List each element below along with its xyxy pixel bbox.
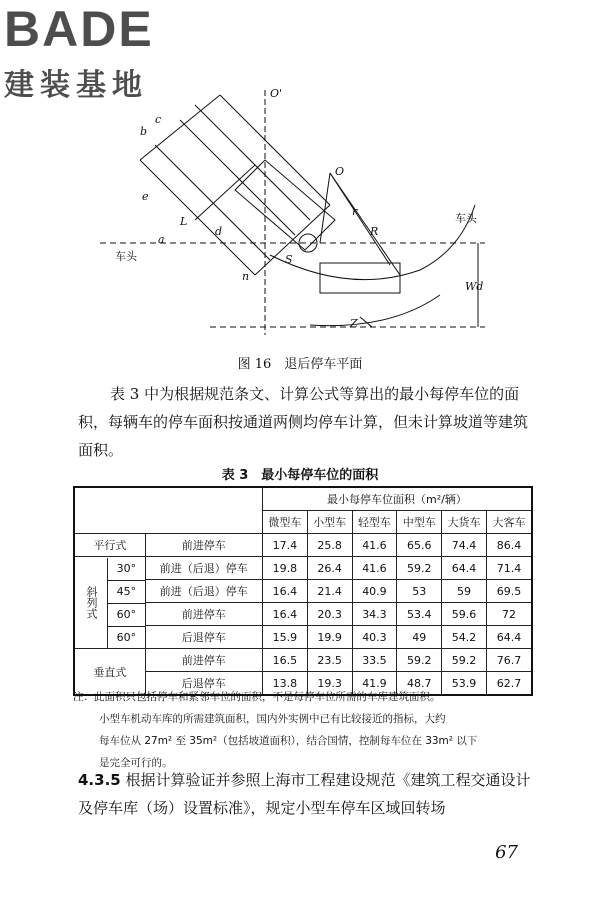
car-outline <box>235 160 335 250</box>
label-a: a <box>158 233 165 246</box>
column-header: 轻型车 <box>352 511 397 534</box>
row-sub: 60° <box>108 604 145 627</box>
row-method: 前进停车 <box>145 603 262 626</box>
table-row <box>74 557 532 580</box>
cell: 16.5 <box>262 649 307 672</box>
cell: 20.3 <box>307 603 352 626</box>
parking-diagram <box>80 85 500 345</box>
cell: 69.5 <box>486 580 532 603</box>
parking-area-table <box>73 486 533 696</box>
label-l: L <box>180 215 188 228</box>
cell: 53.9 <box>442 672 487 696</box>
cell: 59.2 <box>397 557 442 580</box>
cell: 76.7 <box>486 649 532 672</box>
table-note <box>73 686 538 774</box>
column-header: 大客车 <box>486 511 532 534</box>
figure-caption: 图 16 退后停车平面 <box>237 357 363 372</box>
label-d: d <box>215 225 223 238</box>
column-header: 大货车 <box>442 511 487 534</box>
column-header: 微型车 <box>262 511 307 534</box>
cell: 19.8 <box>262 557 307 580</box>
paragraph-2 <box>78 766 533 822</box>
turning-path <box>270 205 475 280</box>
label-z: Z <box>350 317 358 330</box>
cell: 64.4 <box>486 626 532 649</box>
label-o-prime: O' <box>270 87 283 100</box>
cell: 41.6 <box>352 534 397 557</box>
row-sub: 60° <box>116 630 137 644</box>
cell: 16.4 <box>262 580 307 603</box>
cell: 19.9 <box>307 626 352 649</box>
cell: 64.4 <box>442 557 487 580</box>
label-e: e <box>142 190 149 203</box>
page-number: 67 <box>495 842 518 863</box>
label-r: r <box>352 205 358 218</box>
table-row <box>74 649 532 672</box>
cell: 59.6 <box>442 603 487 626</box>
row-method: 后退停车 <box>145 672 262 696</box>
table-title: 表 3 最小每停车位的面积 <box>221 468 379 483</box>
clause-text: 根据计算验证并参照上海市工程建设规范《建筑工程交通设计及停车库（场）设置标准》，规定小型车停车区域回转场 <box>78 771 531 817</box>
row-method: 前进（后退）停车 <box>145 557 262 580</box>
cell: 16.4 <box>262 603 307 626</box>
cell: 13.8 <box>262 672 307 696</box>
cell: 59 <box>442 580 487 603</box>
cell: 21.4 <box>307 580 352 603</box>
cell: 65.6 <box>397 534 442 557</box>
note-line-3: 每车位从 27m² 至 35m²（包括坡道面积），结合国情，控制每车位在 33m² 以下 <box>99 735 478 747</box>
cell: 40.9 <box>352 580 397 603</box>
row-method: 后退停车 <box>145 626 262 649</box>
cell: 74.4 <box>442 534 487 557</box>
row-group-oblique <box>74 557 145 649</box>
note-line-4: 是完全可行的。 <box>99 757 173 769</box>
row-sub: 30° <box>108 558 145 581</box>
cell: 17.4 <box>262 534 307 557</box>
label-b: b <box>140 125 148 138</box>
clause-number: 4.3.5 <box>78 771 121 789</box>
label-n: n <box>242 270 250 283</box>
cell: 15.9 <box>262 626 307 649</box>
note-line-1: 注：此面积只包括停车和紧邻车位的面积，不是每停车位所需的车库建筑面积。 <box>73 691 441 703</box>
label-s: S <box>285 253 293 266</box>
column-header: 小型车 <box>307 511 352 534</box>
label-wd: Wd <box>465 280 484 293</box>
cell: 40.3 <box>352 626 397 649</box>
cell: 26.4 <box>307 557 352 580</box>
row-sub: 45° <box>108 581 145 604</box>
cell: 72 <box>486 603 532 626</box>
cell: 34.3 <box>352 603 397 626</box>
cell: 62.7 <box>486 672 532 696</box>
label-o: O <box>335 165 345 178</box>
cell: 53.4 <box>397 603 442 626</box>
table-row <box>74 534 532 557</box>
paragraph-1: 表 3 中为根据规范条文、计算公式等算出的最小每停车位的面积，每辆车的停车面积按通道两侧均停车计算，但未计算坡道等建筑面积。 <box>78 385 529 459</box>
label-c: c <box>155 113 162 126</box>
cell: 25.8 <box>307 534 352 557</box>
label-che-tou-right: 车头 <box>455 212 477 225</box>
cell: 33.5 <box>352 649 397 672</box>
row-group: 平行式 <box>74 534 145 557</box>
logo-text: BADE <box>4 1 154 57</box>
cell: 49 <box>397 626 442 649</box>
cell: 53 <box>397 580 442 603</box>
cell: 54.2 <box>442 626 487 649</box>
cell: 41.6 <box>352 557 397 580</box>
table-corner <box>74 487 262 534</box>
table-header-group: 最小每停车位面积（m²/辆） <box>262 487 532 511</box>
row-method: 前进停车 <box>145 534 262 557</box>
note-line-2: 小型车机动车库的所需建筑面积，国内外实例中已有比较接近的指标，大约 <box>99 713 446 725</box>
cell: 59.2 <box>397 649 442 672</box>
cell: 86.4 <box>486 534 532 557</box>
cell: 19.3 <box>307 672 352 696</box>
cell: 71.4 <box>486 557 532 580</box>
row-group: 斜列式 <box>75 558 108 648</box>
row-method: 前进停车 <box>145 649 262 672</box>
cell: 48.7 <box>397 672 442 696</box>
cell: 23.5 <box>307 649 352 672</box>
column-header: 中型车 <box>397 511 442 534</box>
logo-subtitle: 建装基地 <box>4 68 148 103</box>
cell: 41.9 <box>352 672 397 696</box>
cell: 59.2 <box>442 649 487 672</box>
label-che-tou-left: 车头 <box>115 250 137 263</box>
row-method: 前进（后退）停车 <box>145 580 262 603</box>
row-group: 垂直式 <box>74 649 145 696</box>
label-R: R <box>370 225 379 238</box>
